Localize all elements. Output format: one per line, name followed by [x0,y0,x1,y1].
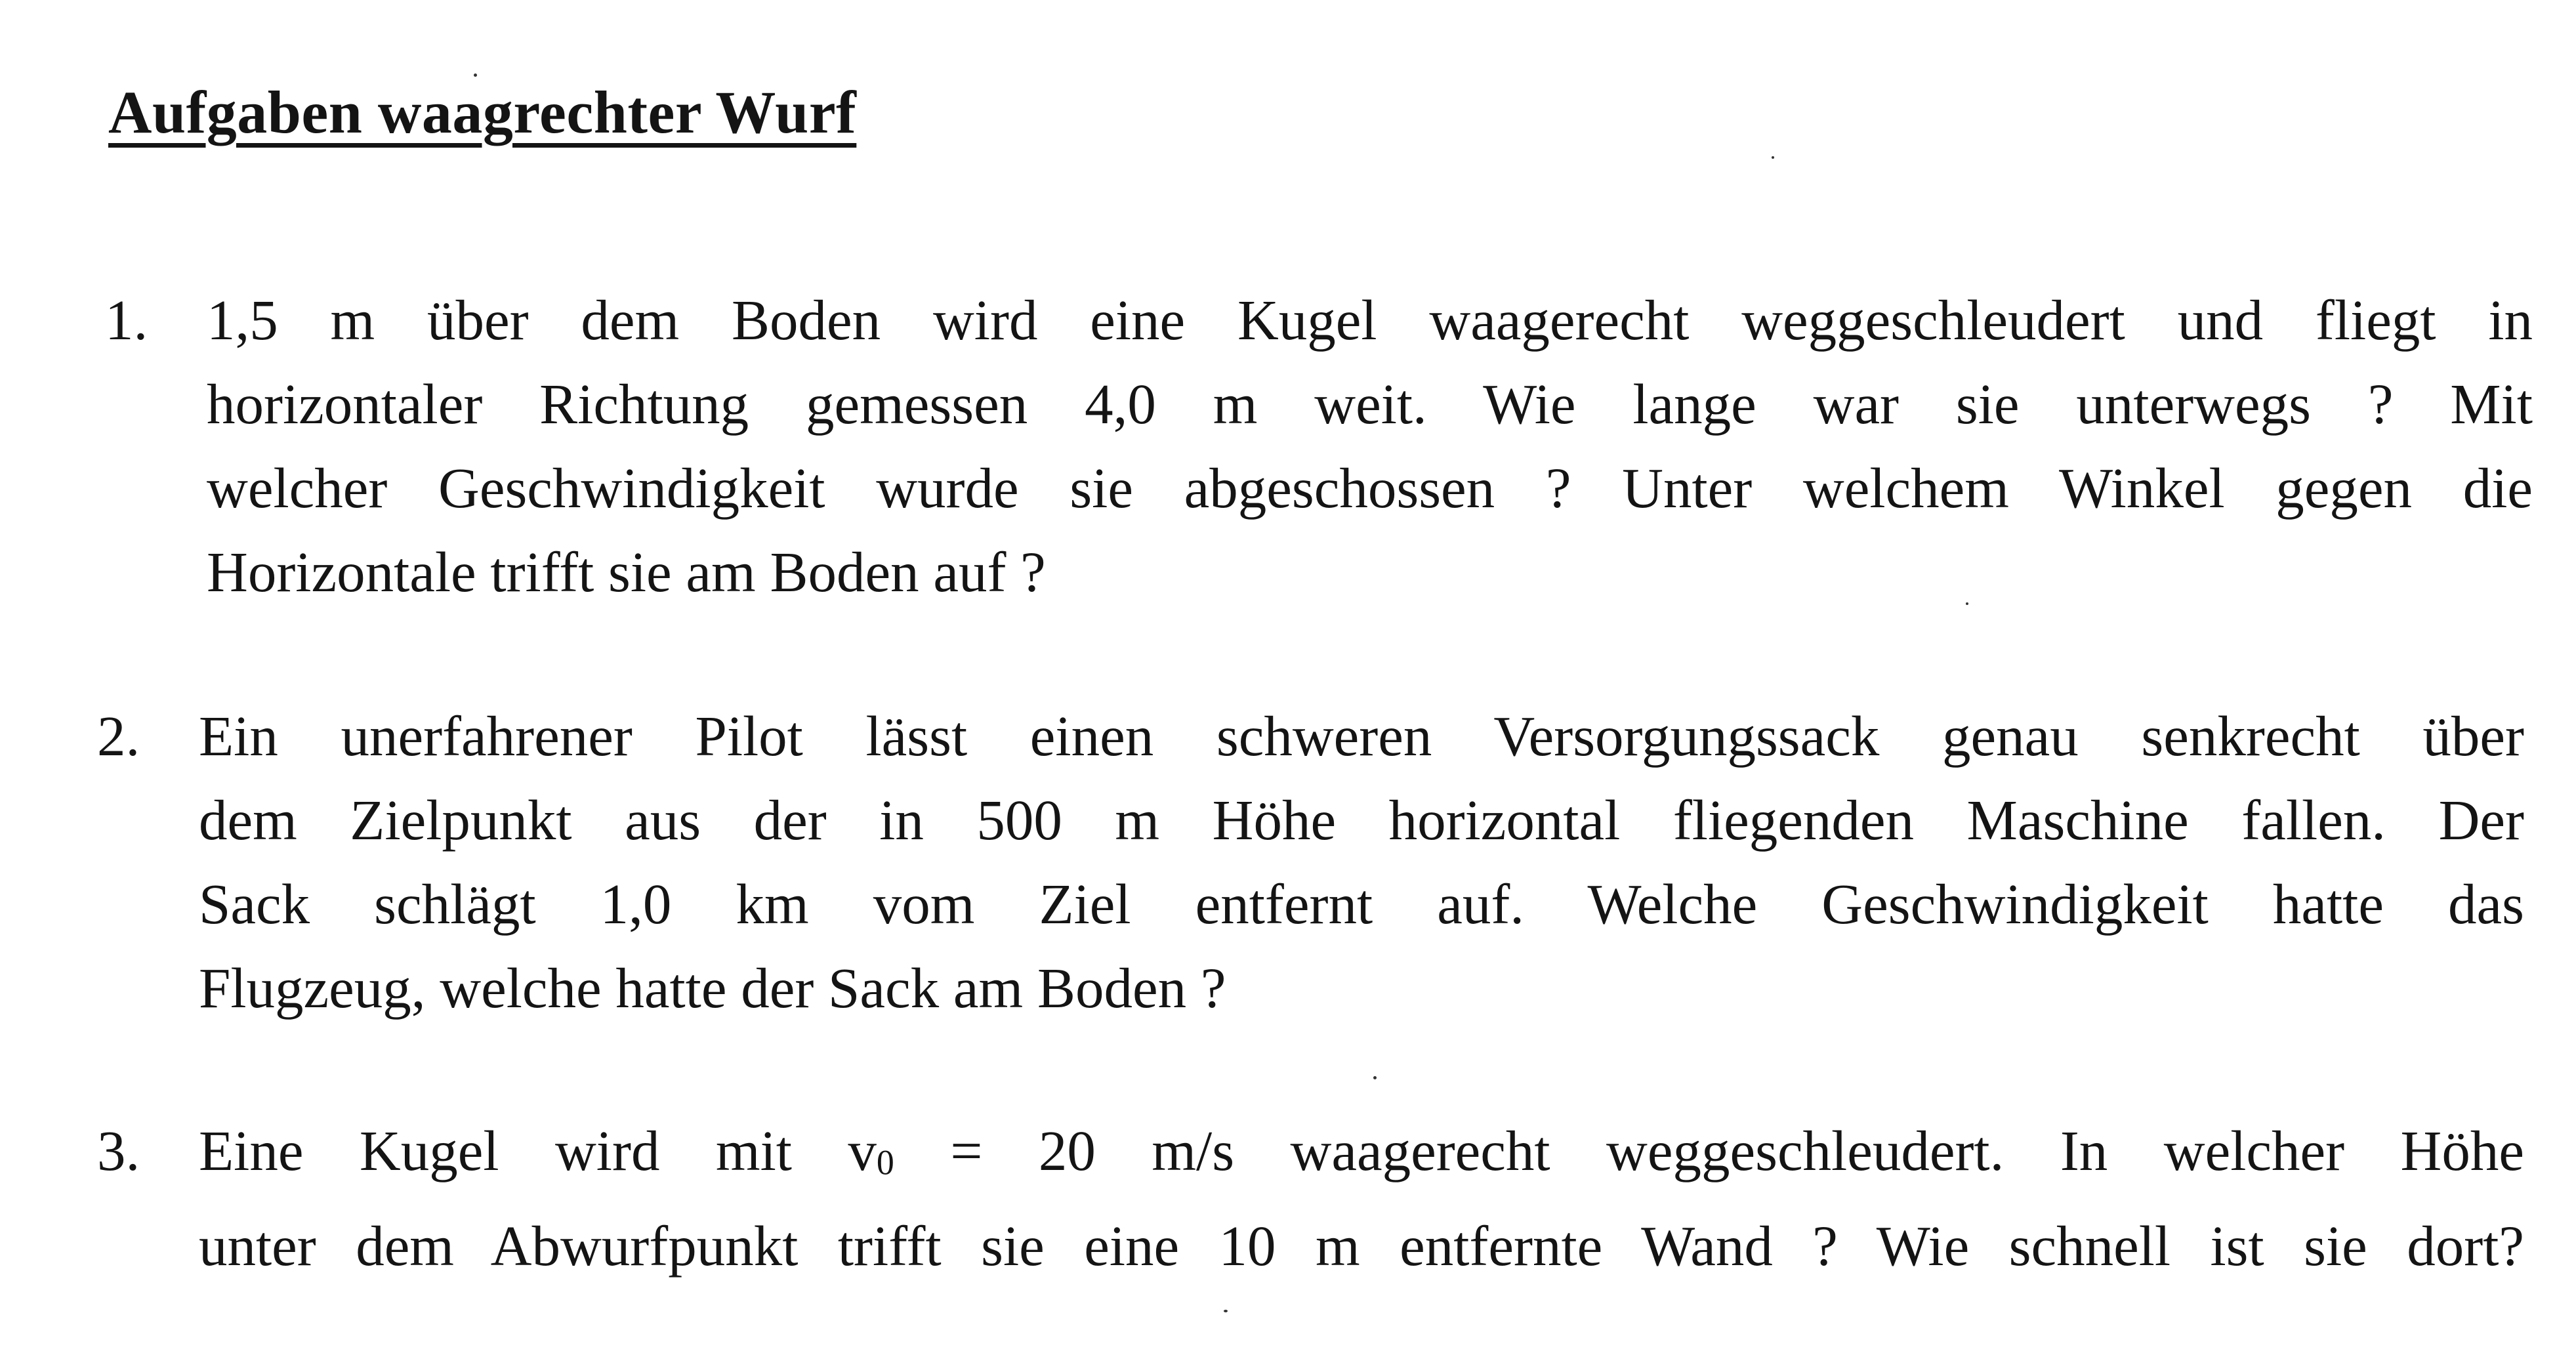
task-line: Flugzeug, welche hatte der Sack am Boden ? [199,956,1226,1020]
scan-speck [1373,1076,1377,1079]
task-line: horizontaler Richtung gemessen 4,0 m weit. Wie lange war sie unterwegs ? Mit [207,372,2533,436]
task-line: 1,5 m über dem Boden wird eine Kugel waagerecht weggeschleudert und fliegt in [207,288,2533,352]
scan-speck [1966,602,1968,605]
task-line: Sack schlägt 1,0 km vom Ziel entfernt auf. Welche Geschwindigkeit hatte das [199,872,2524,936]
task-line: Ein unerfahrener Pilot lässt einen schweren Versorgungssack genau senkrecht über [199,704,2524,768]
task-line: welcher Geschwindigkeit wurde sie abgeschossen ? Unter welchem Winkel gegen die [207,456,2533,520]
task-number: 3. [97,1119,140,1182]
task-number: 2. [97,704,140,768]
scan-speck [1772,156,1774,159]
task-line: unter dem Abwurfpunkt trifft sie eine 10 m entfernte Wand ? Wie schnell ist sie dort? [199,1214,2524,1278]
task-text [199,694,2524,1030]
task-line-part: Eine Kugel wird mit v [199,1119,877,1182]
task-number: 1. [105,288,148,352]
task-line-part: = 20 m/s waagerecht weggeschleudert. In welcher Höhe [894,1119,2524,1182]
task-3 [97,1109,2533,1286]
task-line [199,1109,2524,1204]
task-text [199,1109,2524,1288]
task-line: dem Zielpunkt aus der in 500 m Höhe horizontal fliegenden Maschine fallen. Der [199,788,2524,852]
task-1 [105,278,2533,619]
task-line: Horizontale trifft sie am Boden auf ? [207,540,1046,604]
page-title: Aufgaben waagrechter Wurf [108,79,857,146]
task-2 [97,694,2533,1035]
scan-speck [1224,1310,1228,1312]
scan-speck [474,73,477,77]
velocity-subscript: 0 [876,1142,894,1182]
task-text [207,278,2533,614]
